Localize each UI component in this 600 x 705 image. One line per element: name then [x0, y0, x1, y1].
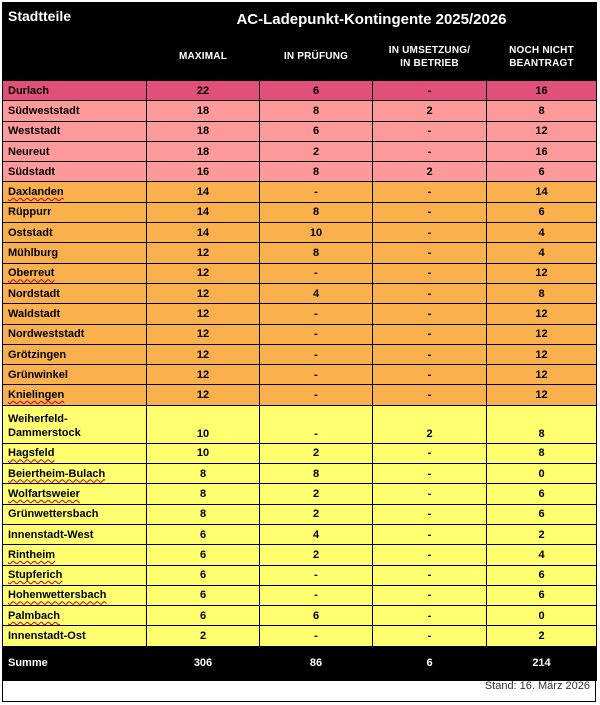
value-in-umsetzung: -	[373, 524, 487, 544]
district-label: Stupferich	[8, 569, 63, 582]
value-maximal: 18	[147, 101, 260, 121]
table-row	[3, 81, 597, 101]
summary-label: Summe	[3, 646, 147, 680]
table-row	[3, 324, 597, 344]
district-name	[3, 606, 147, 626]
value-maximal: 10	[147, 443, 260, 463]
district-label: Neureut	[8, 145, 50, 158]
table-row	[3, 182, 597, 202]
value-in-umsetzung: -	[373, 504, 487, 524]
table-row	[3, 626, 597, 646]
value-maximal: 12	[147, 385, 260, 405]
district-label: Hohenwettersbach	[8, 589, 107, 602]
value-maximal: 6	[147, 524, 260, 544]
value-in-umsetzung: -	[373, 365, 487, 385]
value-maximal: 6	[147, 606, 260, 626]
value-in-umsetzung: -	[373, 223, 487, 243]
value-maximal: 12	[147, 365, 260, 385]
value-in-umsetzung: -	[373, 585, 487, 605]
value-maximal: 12	[147, 344, 260, 364]
value-noch-nicht-beantragt: 12	[487, 344, 597, 364]
district-label: Innenstadt-West	[8, 528, 94, 541]
district-label: Beiertheim-Bulach	[8, 467, 106, 480]
district-name	[3, 565, 147, 585]
value-noch-nicht-beantragt: 0	[487, 464, 597, 484]
value-in-pruefung: 6	[260, 606, 373, 626]
table-row	[3, 283, 597, 303]
value-noch-nicht-beantragt: 12	[487, 304, 597, 324]
value-in-umsetzung: -	[373, 121, 487, 141]
district-label: Mühlburg	[8, 247, 59, 260]
value-in-pruefung: -	[260, 626, 373, 646]
value-in-pruefung: -	[260, 324, 373, 344]
value-noch-nicht-beantragt: 16	[487, 141, 597, 161]
table-header	[3, 3, 597, 81]
column-header-label: NOCH NICHT BEANTRAGT	[509, 44, 574, 69]
district-label: Palmbach	[8, 609, 60, 622]
table-row	[3, 141, 597, 161]
value-noch-nicht-beantragt: 2	[487, 524, 597, 544]
value-in-pruefung: -	[260, 385, 373, 405]
value-in-umsetzung: -	[373, 545, 487, 565]
district-name	[3, 283, 147, 303]
value-noch-nicht-beantragt: 12	[487, 385, 597, 405]
value-in-pruefung: 4	[260, 524, 373, 544]
value-maximal: 8	[147, 484, 260, 504]
value-in-pruefung: 2	[260, 443, 373, 463]
summary-in-umsetzung: 6	[373, 646, 487, 680]
value-in-pruefung: 6	[260, 121, 373, 141]
value-maximal: 12	[147, 243, 260, 263]
district-name	[3, 202, 147, 222]
value-in-pruefung: -	[260, 263, 373, 283]
table-row	[3, 405, 597, 443]
district-name	[3, 182, 147, 202]
value-noch-nicht-beantragt: 12	[487, 263, 597, 283]
value-noch-nicht-beantragt: 0	[487, 606, 597, 626]
value-noch-nicht-beantragt: 8	[487, 405, 597, 443]
value-in-umsetzung: -	[373, 464, 487, 484]
value-in-umsetzung: -	[373, 182, 487, 202]
table-row	[3, 304, 597, 324]
table-row	[3, 162, 597, 182]
district-label: Grünwettersbach	[8, 508, 99, 521]
value-maximal: 14	[147, 202, 260, 222]
value-maximal: 14	[147, 223, 260, 243]
value-in-umsetzung: -	[373, 606, 487, 626]
district-name	[3, 365, 147, 385]
table-row	[3, 464, 597, 484]
value-in-pruefung: -	[260, 365, 373, 385]
value-in-pruefung: 10	[260, 223, 373, 243]
value-in-pruefung: -	[260, 405, 373, 443]
value-noch-nicht-beantragt: 6	[487, 162, 597, 182]
value-in-pruefung: 2	[260, 141, 373, 161]
value-maximal: 8	[147, 464, 260, 484]
quota-table	[2, 2, 597, 681]
value-maximal: 14	[147, 182, 260, 202]
district-label: Weststadt	[8, 125, 61, 138]
value-noch-nicht-beantragt: 12	[487, 324, 597, 344]
district-label: Oststadt	[8, 226, 53, 239]
value-in-pruefung: 2	[260, 504, 373, 524]
value-noch-nicht-beantragt: 16	[487, 81, 597, 101]
value-maximal: 18	[147, 121, 260, 141]
value-in-pruefung: -	[260, 344, 373, 364]
value-in-umsetzung: -	[373, 626, 487, 646]
value-maximal: 2	[147, 626, 260, 646]
value-in-pruefung: 2	[260, 484, 373, 504]
district-name	[3, 344, 147, 364]
district-label: Durlach	[8, 84, 49, 97]
district-name	[3, 243, 147, 263]
value-noch-nicht-beantragt: 2	[487, 626, 597, 646]
table-row	[3, 606, 597, 626]
district-label: Rüppurr	[8, 206, 52, 219]
value-in-pruefung: 8	[260, 101, 373, 121]
district-name	[3, 304, 147, 324]
value-noch-nicht-beantragt: 12	[487, 365, 597, 385]
table-row	[3, 263, 597, 283]
district-label: Hagsfeld	[8, 447, 55, 460]
district-label: Nordweststadt	[8, 328, 85, 341]
column-header-label: IN PRÜFUNG	[283, 51, 349, 62]
value-in-umsetzung: -	[373, 344, 487, 364]
value-noch-nicht-beantragt: 6	[487, 504, 597, 524]
value-in-pruefung: -	[260, 565, 373, 585]
value-maximal: 18	[147, 141, 260, 161]
value-noch-nicht-beantragt: 8	[487, 283, 597, 303]
value-noch-nicht-beantragt: 4	[487, 545, 597, 565]
table-row	[3, 484, 597, 504]
value-noch-nicht-beantragt: 8	[487, 101, 597, 121]
table-row	[3, 223, 597, 243]
value-in-pruefung: 8	[260, 464, 373, 484]
value-noch-nicht-beantragt: 14	[487, 182, 597, 202]
value-in-umsetzung: -	[373, 81, 487, 101]
district-label: Innenstadt-Ost	[8, 630, 86, 643]
district-label: Grötzingen	[8, 348, 67, 361]
district-name	[3, 263, 147, 283]
district-label: Rintheim	[8, 548, 56, 561]
value-in-umsetzung: -	[373, 243, 487, 263]
value-maximal: 8	[147, 504, 260, 524]
value-in-umsetzung: -	[373, 324, 487, 344]
table-row	[3, 524, 597, 544]
district-label: Daxlanden	[8, 186, 64, 199]
summary-row	[3, 646, 597, 680]
table-row	[3, 565, 597, 585]
district-name	[3, 81, 147, 101]
value-maximal: 12	[147, 324, 260, 344]
district-name	[3, 324, 147, 344]
value-noch-nicht-beantragt: 6	[487, 585, 597, 605]
district-name	[3, 464, 147, 484]
value-maximal: 12	[147, 304, 260, 324]
district-label: Grünwinkel	[8, 368, 68, 381]
value-in-umsetzung: -	[373, 202, 487, 222]
value-noch-nicht-beantragt: 6	[487, 565, 597, 585]
date-footer: Stand: 16. März 2026	[484, 680, 590, 692]
summary-noch-nicht-beantragt: 214	[487, 646, 597, 680]
table-row	[3, 385, 597, 405]
value-in-umsetzung: -	[373, 304, 487, 324]
value-noch-nicht-beantragt: 4	[487, 223, 597, 243]
value-in-pruefung: 8	[260, 202, 373, 222]
value-in-pruefung: 4	[260, 283, 373, 303]
table-row	[3, 121, 597, 141]
district-name	[3, 545, 147, 565]
value-in-umsetzung: 2	[373, 101, 487, 121]
value-maximal: 6	[147, 545, 260, 565]
value-in-pruefung: -	[260, 182, 373, 202]
value-in-pruefung: -	[260, 304, 373, 324]
summary-in-pruefung: 86	[260, 646, 373, 680]
value-in-pruefung: 6	[260, 81, 373, 101]
value-in-pruefung: -	[260, 585, 373, 605]
district-name	[3, 405, 147, 443]
value-in-umsetzung: -	[373, 141, 487, 161]
table-row	[3, 243, 597, 263]
table-row	[3, 202, 597, 222]
value-noch-nicht-beantragt: 6	[487, 202, 597, 222]
column-header-label: IN UMSETZUNG/ IN BETRIEB	[388, 44, 471, 69]
table-row	[3, 344, 597, 364]
district-label: Waldstadt	[8, 307, 61, 320]
summary-maximal: 306	[147, 646, 260, 680]
table-row	[3, 443, 597, 463]
district-name	[3, 121, 147, 141]
district-name	[3, 385, 147, 405]
district-name	[3, 484, 147, 504]
value-in-umsetzung: -	[373, 443, 487, 463]
value-in-umsetzung: 2	[373, 405, 487, 443]
column-header-maximal	[147, 37, 260, 77]
district-label: Oberreut	[8, 267, 55, 280]
value-maximal: 12	[147, 283, 260, 303]
column-header-in-umsetzung	[373, 37, 487, 77]
table-row	[3, 545, 597, 565]
value-maximal: 12	[147, 263, 260, 283]
district-name	[3, 162, 147, 182]
value-noch-nicht-beantragt: 8	[487, 443, 597, 463]
district-name	[3, 141, 147, 161]
value-in-umsetzung: 2	[373, 162, 487, 182]
district-name	[3, 504, 147, 524]
column-header-in-pruefung	[260, 37, 373, 77]
value-maximal: 16	[147, 162, 260, 182]
district-name	[3, 101, 147, 121]
value-maximal: 6	[147, 585, 260, 605]
district-name	[3, 223, 147, 243]
column-header-noch-nicht-beantragt	[487, 37, 597, 77]
value-in-umsetzung: -	[373, 385, 487, 405]
value-noch-nicht-beantragt: 4	[487, 243, 597, 263]
table-row	[3, 101, 597, 121]
value-in-umsetzung: -	[373, 565, 487, 585]
districts-header: Stadtteile	[3, 3, 147, 77]
table-body	[3, 81, 597, 647]
value-in-umsetzung: -	[373, 484, 487, 504]
district-label: Südweststadt	[8, 104, 80, 117]
district-name	[3, 626, 147, 646]
value-noch-nicht-beantragt: 6	[487, 484, 597, 504]
table-row	[3, 504, 597, 524]
table-row	[3, 365, 597, 385]
table-row	[3, 585, 597, 605]
district-label: Südstadt	[8, 165, 56, 178]
district-name	[3, 524, 147, 544]
value-in-pruefung: 8	[260, 243, 373, 263]
district-label: Knielingen	[8, 389, 65, 402]
value-in-umsetzung: -	[373, 283, 487, 303]
district-name	[3, 585, 147, 605]
district-name	[3, 443, 147, 463]
column-header-label: MAXIMAL	[178, 51, 228, 62]
value-maximal: 22	[147, 81, 260, 101]
district-label: Wolfartsweier	[8, 487, 80, 500]
value-maximal: 10	[147, 405, 260, 443]
value-maximal: 6	[147, 565, 260, 585]
value-in-pruefung: 2	[260, 545, 373, 565]
district-label: Nordstadt	[8, 287, 60, 300]
district-label: Weiherfeld- Dammerstock	[8, 412, 81, 439]
value-in-pruefung: 8	[260, 162, 373, 182]
value-in-umsetzung: -	[373, 263, 487, 283]
table-title: AC-Ladepunkt-Kontingente 2025/2026	[147, 3, 597, 37]
value-noch-nicht-beantragt: 12	[487, 121, 597, 141]
